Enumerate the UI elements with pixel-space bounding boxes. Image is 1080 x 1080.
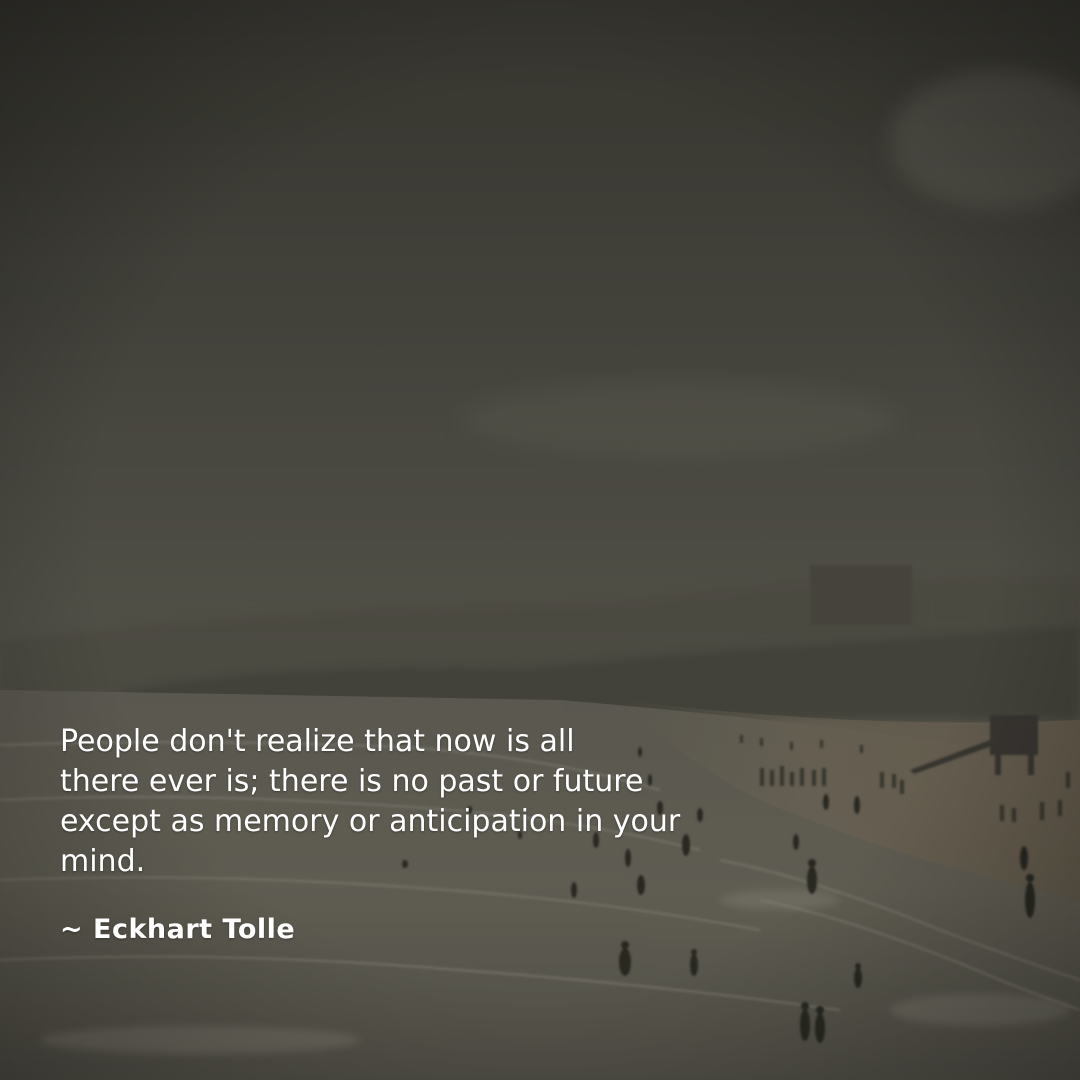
quote-text: [60, 722, 740, 882]
quote-line: People don't realize that now is all: [60, 724, 575, 759]
quote-line: there ever is; there is no past or future: [60, 764, 644, 799]
quote-line: mind.: [60, 844, 146, 879]
quote-line: except as memory or anticipation in your: [60, 804, 681, 839]
quote-author: ~ Eckhart Tolle: [60, 914, 296, 945]
